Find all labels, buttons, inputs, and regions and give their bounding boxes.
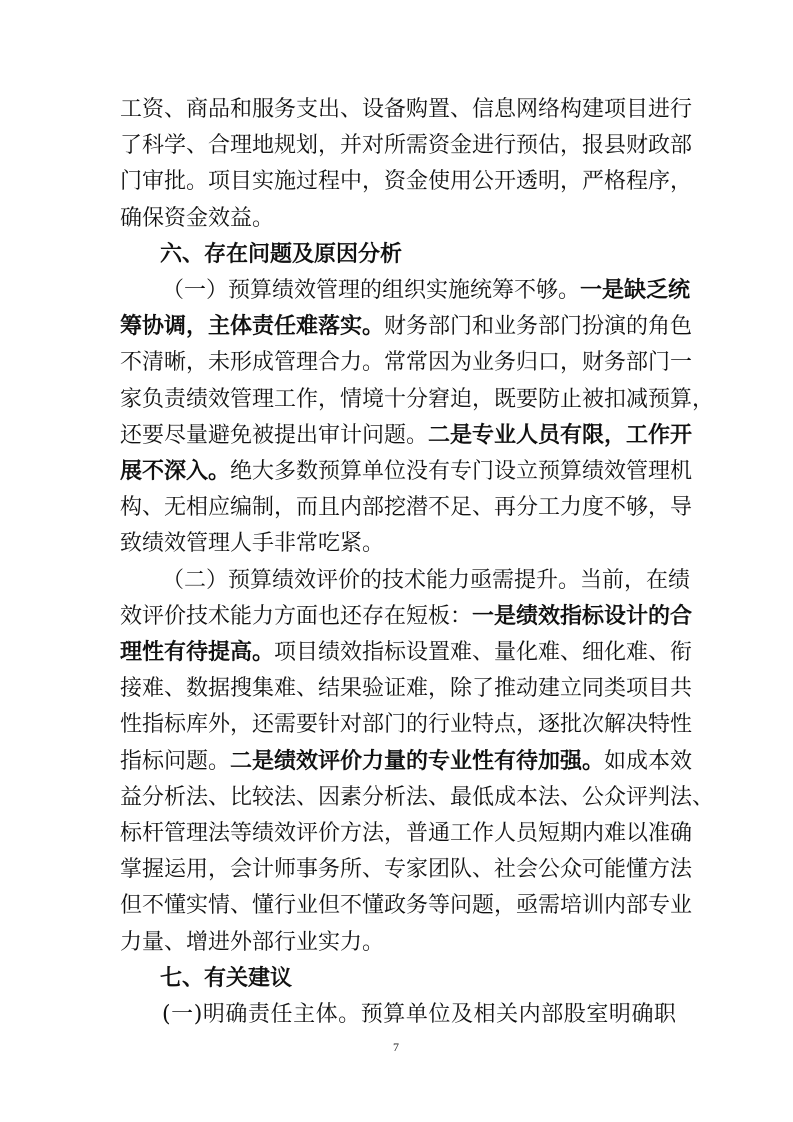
body-text: （一）预算绩效管理的组织实施统筹不够。 [162,278,581,303]
bold-text: 一是绩效指标设计的合 [472,604,693,629]
body-text: 家负责绩效管理工作，情境十分窘迫，既要防止被扣减预算， [120,387,715,412]
paragraph-line [120,821,693,847]
body-text: 工资、商品和服务支出、设备购置、信息网络构建项目进行 [120,97,693,122]
paragraph-line [162,1002,676,1028]
body-text: 不清晰，未形成管理合力。常常因为业务归口，财务部门一 [120,350,693,375]
page-number: 7 [393,1040,399,1054]
body-text: 项目绩效指标设置难、量化难、细化难、衔 [274,640,693,665]
body-text: 性指标库外，还需要针对部门的行业特点，逐批次解决特性 [120,712,693,737]
body-text: 接难、数据搜集难、结果验证难，除了推动建立同类项目共 [120,676,693,701]
body-text: 如成本效 [604,749,693,774]
bold-text: 筹协调，主体责任难落实。 [120,314,385,339]
paragraph-line [120,893,693,919]
body-text: 指标问题。 [120,749,231,774]
body-text: 七、有关建议 [160,966,293,991]
body-text: 力量、增进外部行业实力。 [120,930,385,955]
body-text: (一)明确责任主体。预算单位及相关内部股室明确职 [162,1002,676,1027]
bold-text: 二是绩效评价力量的专业性有待加强。 [230,749,605,774]
paragraph-line [120,785,715,811]
paragraph-line [120,423,693,449]
paragraph-line [120,640,693,666]
bold-text: 理性有待提高。 [120,640,275,665]
paragraph-line [120,206,676,232]
paragraph-line [120,133,693,159]
paragraph-line [120,930,676,956]
section-heading [160,242,676,268]
paragraph-line [162,568,691,594]
paragraph-line [120,169,693,195]
section-heading [160,966,676,992]
paragraph-line [120,531,676,557]
paragraph-line [120,676,693,702]
body-text: 了科学、合理地规划，并对所需资金进行预估，报县财政部 [120,133,693,158]
paragraph-line [120,604,693,630]
bold-text: 展不深入。 [120,459,231,484]
bold-text: 二是专业人员有限，工作开 [428,423,693,448]
paragraph-line [120,857,693,883]
body-text: 门审批。项目实施过程中，资金使用公开透明，严格程序， [120,169,693,194]
body-text: 构、无相应编制，而且内部挖潜不足、再分工力度不够，导 [120,495,693,520]
paragraph-line [120,387,715,413]
body-text: （二）预算绩效评价的技术能力亟需提升。当前，在绩 [162,568,691,593]
bold-text: 一是缺乏统 [580,278,691,303]
body-text: 效评价技术能力方面也还存在短板： [120,604,473,629]
body-text: 绝大多数预算单位没有专门设立预算绩效管理机 [230,459,693,484]
body-text: 财务部门和业务部门扮演的角色 [384,314,693,339]
body-text: 确保资金效益。 [120,206,275,231]
body-text: 但不懂实情、懂行业但不懂政务等问题，亟需培训内部专业 [120,893,693,918]
body-text: 致绩效管理人手非常吃紧。 [120,531,385,556]
paragraph-line [120,749,693,775]
paragraph-line [120,459,693,485]
body-text: 掌握运用，会计师事务所、专家团队、社会公众可能懂方法 [120,857,693,882]
body-text: 还要尽量避免被提出审计问题。 [120,423,429,448]
body-text: 益分析法、比较法、因素分析法、最低成本法、公众评判法、 [120,785,715,810]
paragraph-line [120,712,693,738]
paragraph-line [120,97,693,123]
body-text: 标杆管理法等绩效评价方法，普通工作人员短期内难以准确 [120,821,693,846]
paragraph-line [120,495,693,521]
paragraph-line [120,314,693,340]
paragraph-line [162,278,691,304]
paragraph-line [120,350,693,376]
body-text: 六、存在问题及原因分析 [160,242,403,267]
